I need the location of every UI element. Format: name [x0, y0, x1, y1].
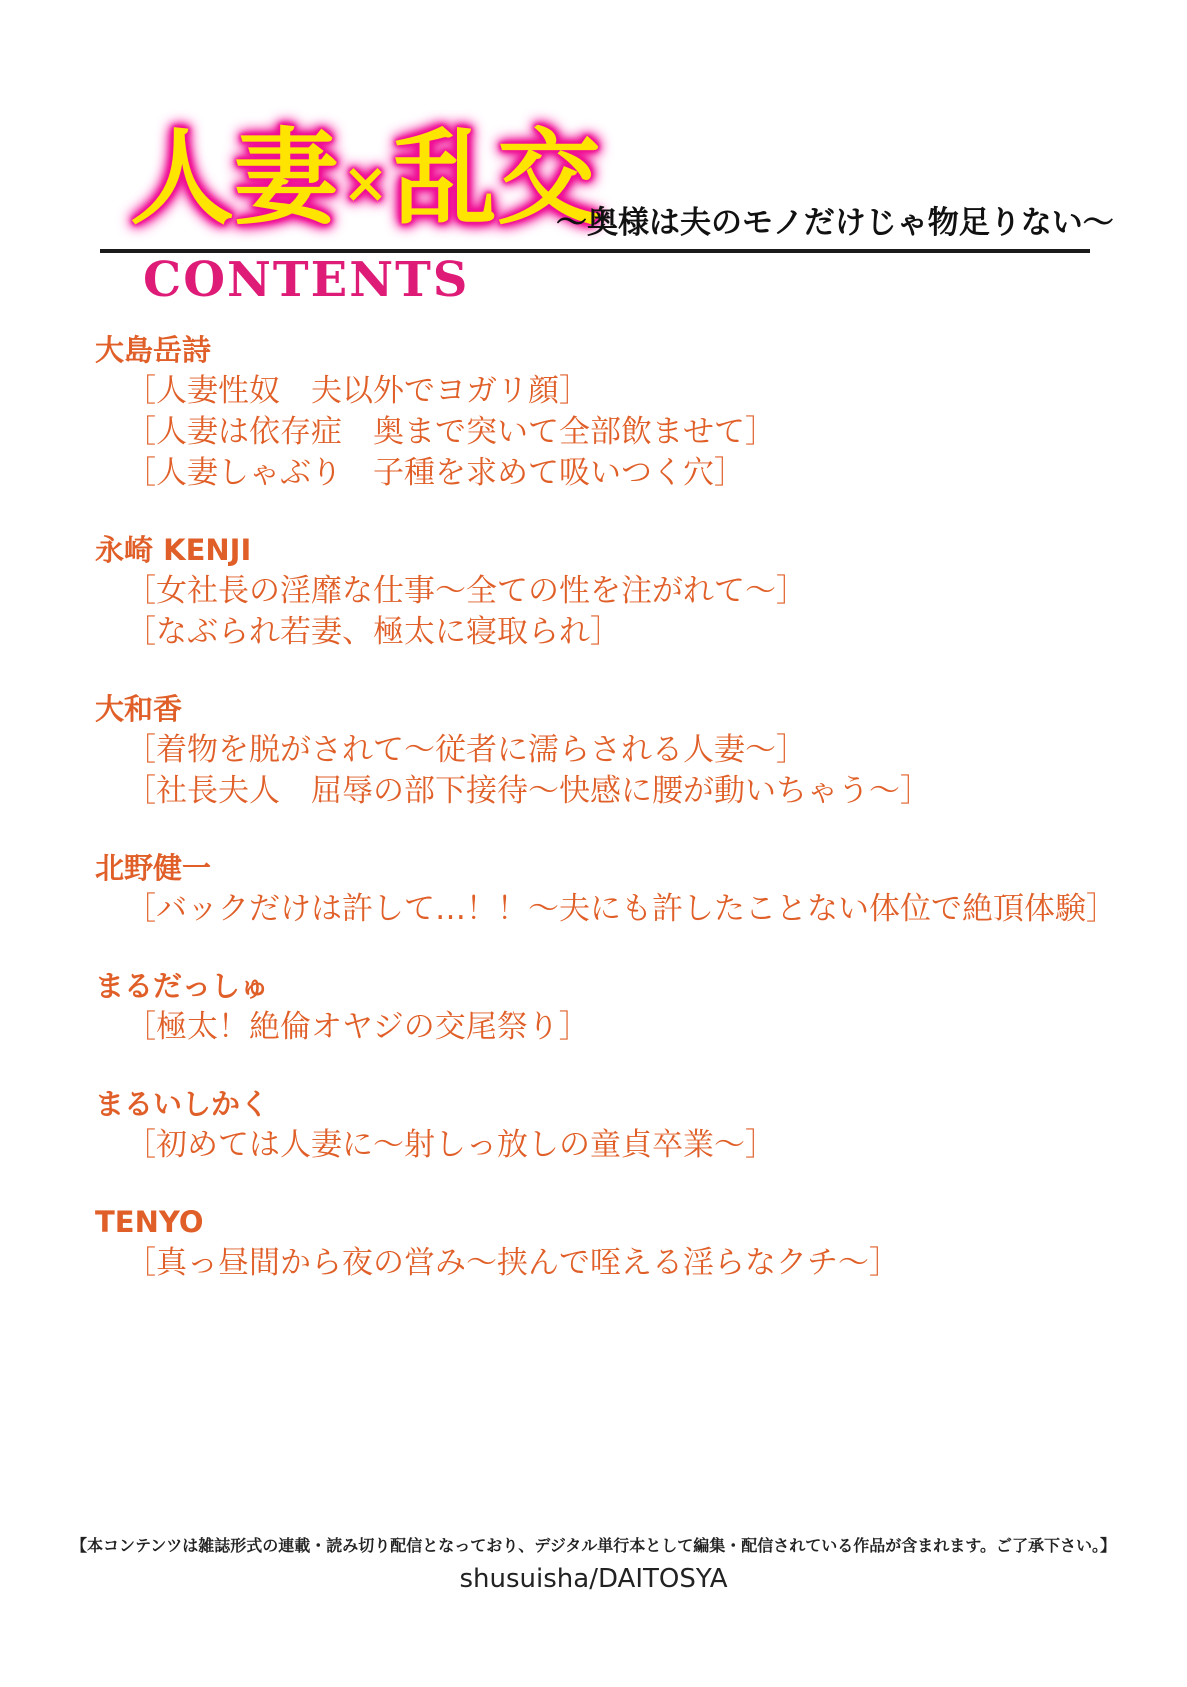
author-name: まるいしかく	[95, 1087, 270, 1121]
work-list	[95, 889, 1117, 930]
toc-section	[95, 848, 1117, 930]
toc-section	[95, 330, 1117, 494]
author-name: 永崎 KENJI	[95, 533, 252, 567]
author-name: TENYO	[95, 1205, 204, 1239]
author-name: 大島岳詩	[95, 333, 212, 367]
author-name: 大和香	[95, 692, 183, 726]
work-title: ［人妻しゃぶり 子種を求めて吸いつく穴］	[125, 455, 745, 491]
toc-section	[95, 1084, 1117, 1166]
toc-section	[95, 1202, 1117, 1284]
work-title: ［社長夫人 屈辱の部下接待～快感に腰が動いちゃう～］	[125, 773, 931, 809]
work-title: ［人妻は依存症 奥まで突いて全部飲ませて］	[125, 414, 776, 450]
work-list	[95, 1243, 1117, 1284]
footer-publisher: shusuisha/DAITOSYA	[459, 1564, 728, 1594]
title-subtitle: ～奥様は夫のモノだけじゃ物足りない～	[556, 205, 1114, 241]
work-list	[95, 371, 1117, 494]
title-logo	[130, 116, 601, 239]
title-logo-x-mark: ×	[342, 150, 389, 216]
author-name: まるだっしゅ	[95, 969, 270, 1003]
footer-disclaimer: 【本コンテンツは雑誌形式の連載・読み切り配信となっており、デジタル単行本として編集・配信されている作品が含まれます。ご了承下さい。】	[71, 1536, 1116, 1555]
work-list	[95, 1125, 1117, 1166]
title-logo-part2: 乱交	[392, 116, 601, 239]
work-title: ［初めては人妻に～射しっ放しの童貞卒業～］	[125, 1127, 776, 1163]
work-title: ［女社長の淫靡な仕事～全ての性を注がれて～］	[125, 573, 807, 609]
work-title: ［極太！絶倫オヤジの交尾祭り］	[125, 1009, 590, 1045]
toc-section	[95, 530, 1117, 653]
work-title: ［人妻性奴 夫以外でヨガリ顔］	[125, 373, 590, 409]
contents-heading: CONTENTS	[143, 252, 470, 308]
toc-section	[95, 966, 1117, 1048]
work-title: ［真っ昼間から夜の営み～挟んで咥える淫らなクチ～］	[125, 1245, 900, 1281]
work-title: ［バックだけは許して…！！～夫にも許したことない体位で絶頂体験］	[125, 891, 1117, 927]
work-list	[95, 1007, 1117, 1048]
title-logo-part1: 人妻	[130, 116, 339, 239]
work-list	[95, 730, 1117, 812]
work-list	[95, 571, 1117, 653]
work-title: ［なぶられ若妻、極太に寝取られ］	[125, 614, 621, 650]
author-name: 北野健一	[95, 851, 212, 885]
work-title: ［着物を脱がされて～従者に濡らされる人妻～］	[125, 732, 807, 768]
toc-list	[95, 330, 1117, 1320]
toc-section	[95, 689, 1117, 812]
